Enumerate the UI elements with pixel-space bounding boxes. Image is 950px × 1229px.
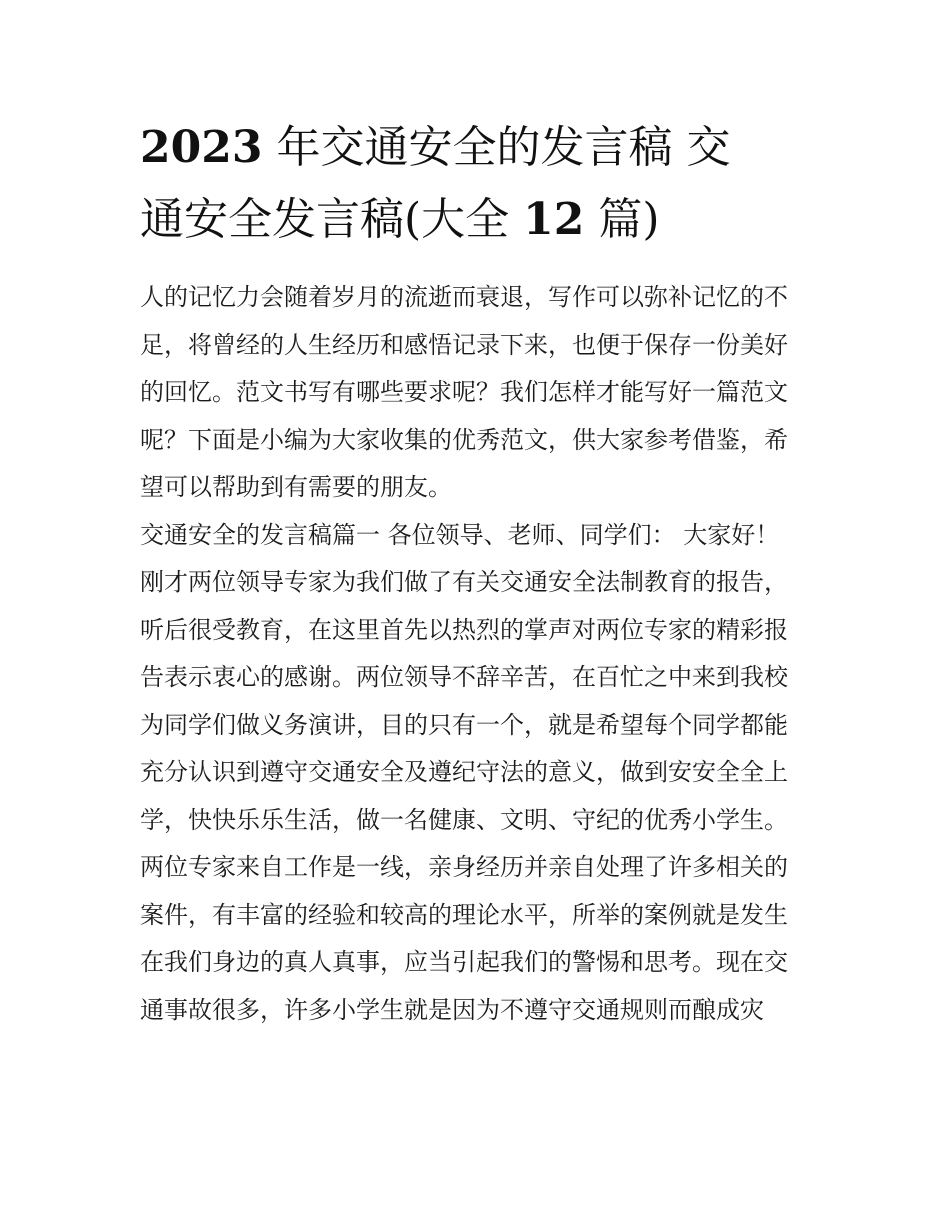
text-line: 呢？下面是小编为大家收集的优秀范文，供大家参考借鉴，希 bbox=[140, 425, 788, 454]
text-line: 学，快快乐乐生活，做一名健康、文明、守纪的优秀小学生。 bbox=[140, 805, 788, 834]
title-line bbox=[140, 184, 812, 256]
title-year: 2023 bbox=[140, 122, 263, 173]
text-line: 在我们身边的真人真事，应当引起我们的警惕和思考。现在交 bbox=[140, 948, 788, 976]
text-line: 足，将曾经的人生经历和感悟记录下来，也便于保存一份美好 bbox=[140, 330, 788, 359]
text-line: 告表示衷心的感谢。两位领导不辞辛苦，在百忙之中来到我校 bbox=[140, 663, 788, 691]
text-line: 为同学们做义务演讲，目的只有一个，就是希望每个同学都能 bbox=[140, 710, 788, 739]
text-line: 听后很受教育，在这里首先以热烈的掌声对两位专家的精彩报 bbox=[140, 615, 788, 644]
text-line: 案件，有丰富的经验和较高的理论水平，所举的案例就是发生 bbox=[140, 900, 788, 929]
text-line: 人的记忆力会随着岁月的流逝而衰退，写作可以弥补记忆的不 bbox=[140, 283, 788, 311]
speech-paragraph bbox=[140, 512, 812, 1035]
title-text: 通安全发言稿( bbox=[140, 194, 422, 245]
text-line: 望可以帮助到有需要的朋友。 bbox=[140, 473, 452, 501]
document-title bbox=[140, 112, 812, 256]
text-line: 通事故很多，许多小学生就是因为不遵守交通规则而酿成灾 bbox=[140, 995, 764, 1024]
title-text: 篇) bbox=[584, 194, 660, 245]
text-line: 交通安全的发言稿篇一 各位领导、老师、同学们： 大家好！ bbox=[140, 520, 780, 549]
intro-paragraph bbox=[140, 274, 812, 512]
title-text: 大全 bbox=[421, 194, 524, 245]
title-count: 12 bbox=[523, 194, 585, 245]
title-line bbox=[140, 112, 812, 184]
text-line: 刚才两位领导专家为我们做了有关交通安全法制教育的报告， bbox=[140, 568, 788, 596]
text-line: 两位专家来自工作是一线，亲身经历并亲自处理了许多相关的 bbox=[140, 853, 788, 881]
document-body bbox=[140, 112, 812, 1034]
text-line: 的回忆。范文书写有哪些要求呢？我们怎样才能写好一篇范文 bbox=[140, 378, 788, 406]
text-line: 充分认识到遵守交通安全及遵纪守法的意义，做到安安全全上 bbox=[140, 758, 788, 786]
title-text: 年交通安全的发言稿 交 bbox=[262, 122, 731, 173]
